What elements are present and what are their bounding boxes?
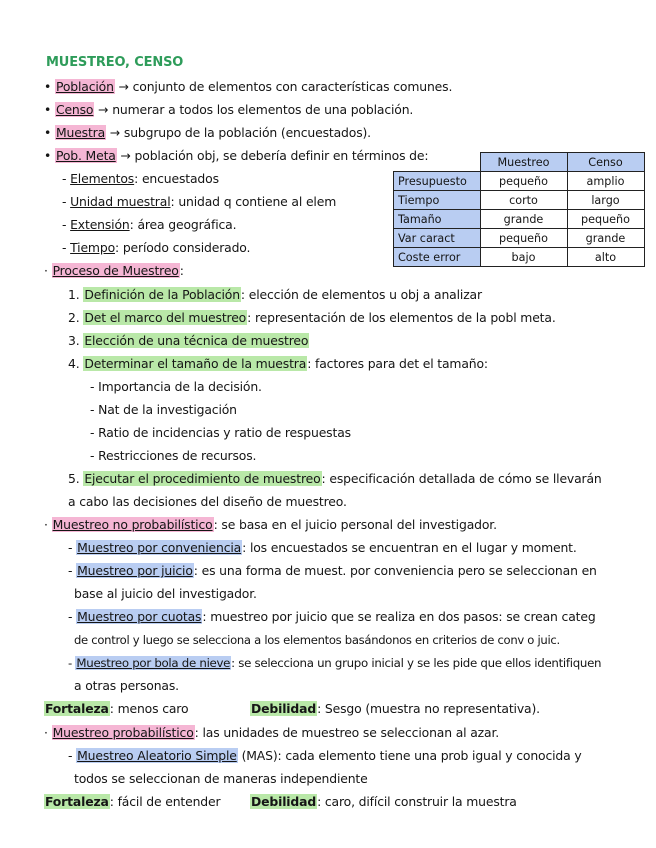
step-continuation: a cabo las decisiones del diseño de muestreo. [68, 494, 347, 509]
def-poblacion: • Población → conjunto de elementos con características comunes. [44, 79, 453, 94]
no-prob-item: - Muestreo por cuotas: muestreo por juicio que se realiza en dos pasos: se crean categ [68, 609, 596, 624]
row-label: Presupuesto [394, 172, 481, 191]
def-text: conjunto de elementos con características comunes. [132, 79, 453, 94]
factor-item: - Ratio de incidencias y ratio de respuestas [90, 425, 351, 440]
fortaleza-label: Fortaleza [45, 794, 109, 809]
item-continuation: a otras personas. [74, 678, 179, 693]
row-label: Coste error [394, 248, 481, 267]
factor-item: - Nat de la investigación [90, 402, 237, 417]
term-label: Pob. Meta [55, 148, 116, 163]
item-continuation: base al juicio del investigador. [74, 586, 257, 601]
cell-muestreo: grande [480, 210, 567, 229]
section-text: las unidades de muestreo se seleccionan al azar. [202, 725, 500, 740]
debilidad-text: Sesgo (muestra no representativa). [324, 701, 540, 716]
step-number: 4. [68, 356, 80, 371]
item-text: (MAS): cada elemento tiene una prob igual y conocida y [241, 748, 582, 763]
row-label: Tamaño [394, 210, 481, 229]
step-number: 1. [68, 287, 80, 302]
section-heading: Muestreo no probabilístico [52, 517, 213, 532]
factor-text: Restricciones de recursos. [98, 448, 257, 463]
cell-censo: grande [567, 229, 644, 248]
cell-muestreo: pequeño [480, 172, 567, 191]
item-term: Extensión [70, 217, 130, 232]
proceso-heading: · Proceso de Muestreo: [44, 263, 184, 278]
no-prob-debilidad: Debilidad: Sesgo (muestra no representativa). [251, 701, 540, 716]
section-text: se basa en el juicio personal del investigador. [221, 517, 497, 532]
cell-muestreo: bajo [480, 248, 567, 267]
term-label: Población [55, 79, 114, 94]
def-text: subgrupo de la población (encuestados). [123, 125, 371, 140]
prob-heading: · Muestreo probabilístico: las unidades de muestreo se seleccionan al azar. [44, 725, 500, 740]
factor-text: Importancia de la decisión. [98, 379, 262, 394]
table-header-muestreo: Muestreo [480, 153, 567, 172]
fortaleza-text: menos caro [117, 701, 189, 716]
no-prob-item: - Muestreo por juicio: es una forma de muest. por conveniencia pero se seleccionan en [68, 563, 597, 578]
factor-text: Nat de la investigación [98, 402, 237, 417]
section-heading: Proceso de Muestreo [52, 263, 179, 278]
pob-meta-item: - Elementos: encuestados [62, 171, 219, 186]
step-text: elección de elementos u obj a analizar [248, 287, 482, 302]
item-text: se selecciona un grupo inicial y se les pide que ellos identifiquen [238, 656, 602, 670]
proceso-step: 1. Definición de la Población: elección de elementos u obj a analizar [68, 287, 482, 302]
pob-meta-item: - Tiempo: período considerado. [62, 240, 251, 255]
item-term: Unidad muestral [70, 194, 171, 209]
item-text: es una forma de muest. por conveniencia pero se seleccionan en [201, 563, 597, 578]
def-muestra: • Muestra → subgrupo de la población (encuestados). [44, 125, 371, 140]
no-prob-heading: · Muestreo no probabilístico: se basa en el juicio personal del investigador. [44, 517, 497, 532]
fortaleza-text: fácil de entender [117, 794, 221, 809]
item-continuation: de control y luego se selecciona a los elementos basándonos en criterios de conv o juic. [74, 633, 560, 647]
debilidad-label: Debilidad [251, 701, 317, 716]
row-label: Tiempo [394, 191, 481, 210]
item-term: Muestreo Aleatorio Simple [77, 748, 237, 763]
prob-item: - Muestreo Aleatorio Simple (MAS): cada elemento tiene una prob igual y conocida y [68, 748, 582, 763]
cell-muestreo: corto [480, 191, 567, 210]
step-number: 2. [68, 310, 80, 325]
step-number: 5. [68, 471, 80, 486]
item-term: Tiempo [70, 240, 115, 255]
term-label: Muestra [55, 125, 106, 140]
proceso-step: 2. Det el marco del muestreo: representación de los elementos de la pobl meta. [68, 310, 556, 325]
cell-censo: largo [567, 191, 644, 210]
item-text: muestreo por juicio que se realiza en dos pasos: se crean categ [210, 609, 596, 624]
step-term: Det el marco del muestreo [84, 310, 247, 325]
step-text: factores para det el tamaño: [315, 356, 488, 371]
factor-item: - Restricciones de recursos. [90, 448, 257, 463]
item-text: unidad q contiene al elem [178, 194, 337, 209]
item-term: Elementos [70, 171, 135, 186]
cell-censo: alto [567, 248, 644, 267]
step-term: Ejecutar el procedimiento de muestreo [84, 471, 321, 486]
item-term: Muestreo por juicio [77, 563, 193, 578]
cell-censo: pequeño [567, 210, 644, 229]
table-row [394, 248, 645, 267]
pob-meta-item: - Unidad muestral: unidad q contiene al elem [62, 194, 337, 209]
step-term: Elección de una técnica de muestreo [84, 333, 309, 348]
table-row [394, 172, 645, 191]
no-prob-fortaleza: Fortaleza: menos caro [45, 701, 189, 716]
factor-item: - Importancia de la decisión. [90, 379, 262, 394]
comparison-table [393, 152, 645, 267]
no-prob-item: - Muestreo por bola de nieve: se selecciona un grupo inicial y se les pide que ellos identifiquen [68, 656, 602, 670]
cell-muestreo: pequeño [480, 229, 567, 248]
item-term: Muestreo por bola de nieve [76, 656, 231, 670]
row-label: Var caract [394, 229, 481, 248]
table-row [394, 229, 645, 248]
def-text: numerar a todos los elementos de una población. [112, 102, 414, 117]
fortaleza-label: Fortaleza [45, 701, 109, 716]
item-term: Muestreo por conveniencia [77, 540, 242, 555]
table-corner [394, 153, 481, 172]
page-title: MUESTREO, CENSO [46, 55, 184, 70]
item-term: Muestreo por cuotas [77, 609, 202, 624]
def-pob-meta: • Pob. Meta → población obj, se debería definir en términos de: [44, 148, 429, 163]
section-heading: Muestreo probabilístico [52, 725, 194, 740]
debilidad-label: Debilidad [251, 794, 317, 809]
pob-meta-item: - Extensión: área geográfica. [62, 217, 237, 232]
debilidad-text: caro, difícil construir la muestra [324, 794, 517, 809]
item-text: los encuestados se encuentran en el lugar y moment. [249, 540, 577, 555]
def-text: población obj, se debería definir en términos de: [134, 148, 429, 163]
item-text: encuestados [141, 171, 219, 186]
factor-text: Ratio de incidencias y ratio de respuestas [98, 425, 351, 440]
cell-censo: amplio [567, 172, 644, 191]
item-text: área geográfica. [137, 217, 237, 232]
proceso-step: 5. Ejecutar el procedimiento de muestreo: especificación detallada de cómo se llevarán [68, 471, 602, 486]
proceso-step: 4. Determinar el tamaño de la muestra: factores para det el tamaño: [68, 356, 488, 371]
item-text: período considerado. [122, 240, 251, 255]
def-censo: • Censo → numerar a todos los elementos de una población. [44, 102, 414, 117]
step-text: representación de los elementos de la pobl meta. [254, 310, 556, 325]
table-row [394, 191, 645, 210]
step-term: Determinar el tamaño de la muestra [84, 356, 307, 371]
term-label: Censo [55, 102, 94, 117]
step-text: especificación detallada de cómo se llevarán [329, 471, 602, 486]
step-number: 3. [68, 333, 80, 348]
table-header-row [394, 153, 645, 172]
item-continuation: todos se seleccionan de maneras independiente [74, 771, 368, 786]
table-row [394, 210, 645, 229]
prob-debilidad: Debilidad: caro, difícil construir la muestra [251, 794, 517, 809]
table-header-censo: Censo [567, 153, 644, 172]
proceso-step [68, 333, 309, 349]
step-term: Definición de la Población [84, 287, 240, 302]
no-prob-item: - Muestreo por conveniencia: los encuestados se encuentran en el lugar y moment. [68, 540, 577, 555]
prob-fortaleza: Fortaleza: fácil de entender [45, 794, 221, 809]
